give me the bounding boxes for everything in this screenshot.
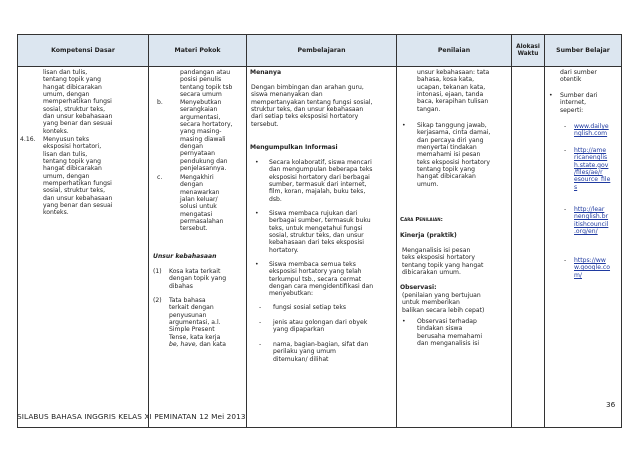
text-line: hangat dibicarakan (417, 173, 476, 181)
text-line: yang benar dan sesuai (43, 202, 113, 210)
text-line: dibahas (169, 282, 193, 290)
text-line: yang dipaparkan (273, 326, 325, 334)
unsur-item-2-text (169, 297, 226, 348)
bullet-dot: • (255, 210, 259, 217)
link-line: s (574, 183, 578, 191)
text-line: internet, (560, 99, 587, 107)
mengumpulkan-informasi-title: Mengumpulkan Informasi (250, 144, 338, 151)
cell-penilaian (397, 67, 512, 428)
table-header-row (18, 35, 622, 67)
link-line: www.dailye (574, 123, 609, 130)
text-line: memperhatikan fungsi (43, 98, 112, 106)
syllabus-table (17, 34, 622, 428)
text-line: balikan secara lebih cepat) (402, 306, 485, 314)
materi-b-text (180, 99, 233, 172)
text-line: (penilaian yang bertujuan (402, 292, 481, 299)
text-line: kerjasama, cinta damai, (417, 129, 491, 137)
link-line: esource_file (574, 176, 611, 184)
link-line: h.state.gov (574, 161, 609, 169)
kinerja-title: Kinerja (praktik) (400, 232, 457, 239)
kinerja-text (402, 247, 483, 276)
text-line: unsur kebahasaan: tata (417, 69, 490, 76)
link-dash: - (564, 206, 567, 213)
resource-link-4[interactable] (574, 257, 610, 279)
text-line: Siswa membaca rujukan dari (269, 210, 358, 217)
text-line: Siswa membaca semua teks (269, 261, 356, 268)
text-line: dsb. (269, 195, 282, 203)
text-line: intonasi, ejaan, tanda (417, 91, 484, 99)
text-line: yang benar dan sesuai (43, 120, 113, 128)
link-line: /files/ae/r (574, 169, 603, 177)
text-line: pernyataan (180, 150, 215, 158)
text-line: menawarkan (180, 188, 220, 196)
link-line: http://ame (574, 147, 607, 154)
text-line: sosial, struktur teks, (43, 187, 106, 195)
unsur-item-1-label: (1) (153, 268, 162, 275)
bullet-dot: • (255, 261, 259, 268)
text-line: berusaha memahami (417, 332, 483, 340)
text-line: dengan cara mengidentifikasi dan (269, 283, 374, 291)
sub-dash: - (259, 341, 262, 348)
text-line: tentang topik yang (417, 166, 476, 174)
text-line: Sikap tanggung jawab, (417, 122, 487, 129)
text-line: perilaku yang umum (273, 348, 336, 356)
link-line: nglish.com (574, 130, 608, 138)
text-line: tersebut. (180, 225, 208, 233)
sub-item-2 (273, 319, 367, 334)
link-dash: - (564, 257, 567, 264)
text-line: teks eksposisi hortatory (402, 254, 475, 262)
text-line: Sumber dari (560, 92, 598, 99)
text-line: Dengan bimbingan dan arahan guru, (251, 84, 364, 91)
sumber-bullet (560, 92, 598, 114)
text-line: terkait dengan (169, 304, 214, 312)
text-line: dan unsur kebahasaan (43, 194, 113, 202)
menanya-text (251, 84, 373, 128)
text-line: penjelasannya. (180, 165, 227, 173)
header-alokasi-waktu: Alokasi Waktu (512, 35, 545, 67)
link-line: itishcouncil (574, 220, 609, 228)
text-line: Menganalisis isi pesan (402, 247, 471, 254)
bullet-dot: • (402, 318, 406, 325)
text-line: tentang topik tsb (180, 83, 233, 91)
text-line: Menyebutkan (180, 99, 222, 106)
materi-c-label: c. (157, 174, 163, 181)
sub-item-1: fungsi sosial setiap teks (273, 304, 347, 311)
text-line: hortatory. (269, 246, 299, 254)
materi-b-label: b. (157, 99, 163, 106)
header-sumber-belajar: Sumber Belajar (545, 35, 622, 67)
sub-item-3 (273, 341, 368, 363)
text-line: tersebut. (251, 120, 279, 128)
cell-sumber-belajar (545, 67, 622, 428)
resource-link-2[interactable] (574, 147, 610, 191)
penilaian-bullet-1 (417, 122, 490, 188)
text-line: menyertai tindakan (417, 144, 477, 152)
text-line: eksposisi hortatori, (43, 143, 102, 151)
text-line: penyusunan (169, 311, 207, 319)
text-line: pendukung dan (180, 157, 228, 165)
text-line: solusi untuk (180, 203, 217, 211)
observasi-title: Observasi: (400, 284, 437, 291)
penilaian-bullet-2 (417, 318, 482, 347)
text-line: untuk memberikan (402, 299, 460, 307)
text-line: Kosa kata terkait (169, 268, 221, 275)
text-line: Observasi terhadap (417, 318, 477, 325)
text-line: lisan dan tulis, (43, 69, 88, 76)
link-line: http://lear (574, 206, 605, 213)
text-line: dan mengumpulan beberapa teks (269, 166, 373, 174)
text-line: tentang topik yang (43, 76, 102, 84)
observasi-text (402, 292, 484, 314)
text-line: posisi penulis (180, 76, 222, 84)
text-line: yang masing- (180, 128, 222, 136)
text-line: argumentasi, a.l. (169, 319, 221, 327)
bullet-dot: • (255, 159, 259, 166)
link-line: m/ (574, 271, 582, 279)
text-line: eksposisi hortatory dari berbagai (269, 173, 370, 181)
text-line: umum. (417, 180, 439, 188)
text-line: permasalahan (180, 218, 224, 226)
text-line: Secara kolaboratif, siswa mencari (269, 159, 372, 166)
text-line: Mengakhiri (180, 174, 214, 181)
pembelajaran-bullet-3 (269, 261, 373, 298)
kd-item-number: 4.16. (20, 136, 36, 143)
link-dash: - (564, 147, 567, 154)
bullet-dot: • (549, 92, 553, 99)
text-line: mengatasi (180, 210, 213, 218)
text-line: masing diawali (180, 135, 226, 143)
text-line: otentik (560, 76, 582, 84)
text-line: siswa menanyakan dan (251, 91, 323, 99)
text-line: umum, dengan (43, 172, 90, 180)
text-line: jalan keluar/ (180, 196, 218, 204)
table-row (18, 67, 622, 428)
text-line: Tata bahasa (169, 297, 206, 304)
text-line: dengan topik yang (169, 275, 227, 283)
text-line: hangat dibicarakan (43, 165, 102, 173)
text-line: ditemukan/ dilihat (273, 355, 329, 363)
text-line: menyebutkan: (269, 290, 314, 298)
text-line: struktur teks, dan unsur kebahasaan (251, 106, 364, 114)
text-line: secara umum (180, 91, 222, 99)
text-line: teks, untuk mengetahui fungsi (269, 224, 363, 232)
link-line: nenglish.br (574, 213, 609, 221)
link-line: https://ww (574, 257, 606, 264)
link-line: .org/en/ (574, 228, 598, 236)
cell-kompetensi-dasar (18, 67, 149, 428)
sub-dash: - (259, 319, 262, 326)
text-line: tentang topik yang hangat (402, 261, 484, 269)
text-line: baca, kerapihan tulisan (417, 98, 489, 106)
materi-c-text (180, 174, 223, 233)
cell-materi-pokok (149, 67, 247, 428)
text-line: dari sumber (560, 69, 597, 76)
text-line: Menyusun teks (43, 136, 90, 143)
text-line: hangat dibicarakan (43, 83, 102, 91)
text-line: dengan (180, 181, 203, 189)
text-line: lisan dan tulis, (43, 150, 88, 158)
text-line: pandangan atau (180, 69, 231, 76)
text-line: film, koran, majalah, buku teks, (269, 188, 366, 196)
cara-penilaian-title: Cara Penilaian: (400, 217, 443, 223)
header-materi-pokok: Materi Pokok (149, 35, 247, 67)
bullet-dot: • (402, 122, 406, 129)
text-line: argumentasi, (180, 113, 221, 121)
text-line: dan menganalisis isi (417, 340, 480, 348)
link-line: w.google.co (574, 264, 611, 272)
text-line: berbagai sumber, termasuk buku (269, 217, 371, 225)
text-line: konteks. (43, 127, 69, 135)
text-line: memahami isi pesan (417, 151, 481, 159)
materi-continuation (180, 69, 232, 98)
text-line: umum, dengan (43, 91, 90, 99)
text-line: seperti: (560, 106, 584, 114)
text-line: dengan (180, 143, 203, 151)
resource-link-3[interactable] (574, 206, 608, 235)
text-line: konteks. (43, 209, 69, 217)
page-number: 36 (606, 400, 616, 409)
text-line: dan percaya diri yang (417, 136, 484, 144)
text-line: secara hortatory, (180, 121, 233, 129)
text-line: sumber, termasuk dari internet, (269, 181, 367, 189)
pembelajaran-bullet-2 (269, 210, 371, 254)
header-pembelajaran: Pembelajaran (247, 35, 397, 67)
cell-alokasi-waktu (512, 67, 545, 428)
text-line: dan unsur kebahasaan (43, 113, 113, 121)
link-line: ricanenglis (574, 154, 608, 162)
text-line: dari setiap teks eksposisi hortatory (251, 113, 359, 121)
sumber-continuation (560, 69, 597, 84)
text-line: dibicarakan umum. (402, 269, 461, 277)
text-line: bahasa, kosa kata, (417, 76, 475, 84)
kd-continuation (43, 69, 112, 135)
text-line: eksposisi hortatory yang telah (269, 268, 362, 276)
header-kompetensi-dasar: Kompetensi Dasar (18, 35, 149, 67)
text-line: serangkaian (180, 106, 218, 114)
unsur-item-2-label: (2) (153, 297, 162, 304)
text-line: ucapan, tekanan kata, (417, 83, 486, 91)
text-line: Simple Present (169, 326, 215, 334)
text-line: sosial, struktur teks, (43, 105, 106, 113)
header-penilaian: Penilaian (397, 35, 512, 67)
text-line: tindakan siswa (417, 325, 463, 333)
text-line: nama, bagian-bagian, sifat dan (273, 341, 369, 348)
menanya-title: Menanya (250, 69, 282, 76)
text-line: sosial, struktur teks, dan unsur (269, 232, 364, 240)
text-line: kebahasaan dari teks eksposisi (269, 239, 365, 247)
text-line: tentang topik yang (43, 158, 102, 166)
text-line: Tense, kata kerja (169, 333, 221, 341)
unsur-kebahasaan-title: Unsur kebahasaan (153, 253, 217, 260)
penilaian-continuation (417, 69, 489, 113)
text-line: be, have, dan kata (169, 341, 227, 349)
unsur-item-1-text (169, 268, 226, 290)
text-line: memperhatikan fungsi (43, 180, 112, 188)
text-line: mempertanyakan tentang fungsi sosial, (251, 98, 373, 106)
text-line: tangan. (417, 105, 441, 113)
cell-pembelajaran (247, 67, 397, 428)
resource-link-1[interactable] (574, 123, 609, 138)
sub-dash: - (259, 304, 262, 311)
text-line: terkumpul tsb., secara cermat (269, 275, 362, 283)
link-dash: - (564, 123, 567, 130)
footer-title: SILABUS BAHASA INGGRIS KELAS XI PEMINATAN 12 Mei 2013 (17, 412, 246, 421)
text-line: teks eksposisi hortatory (417, 158, 490, 166)
text-line: jenis atau golongan dari obyek (273, 319, 368, 326)
pembelajaran-bullet-1 (269, 159, 372, 203)
